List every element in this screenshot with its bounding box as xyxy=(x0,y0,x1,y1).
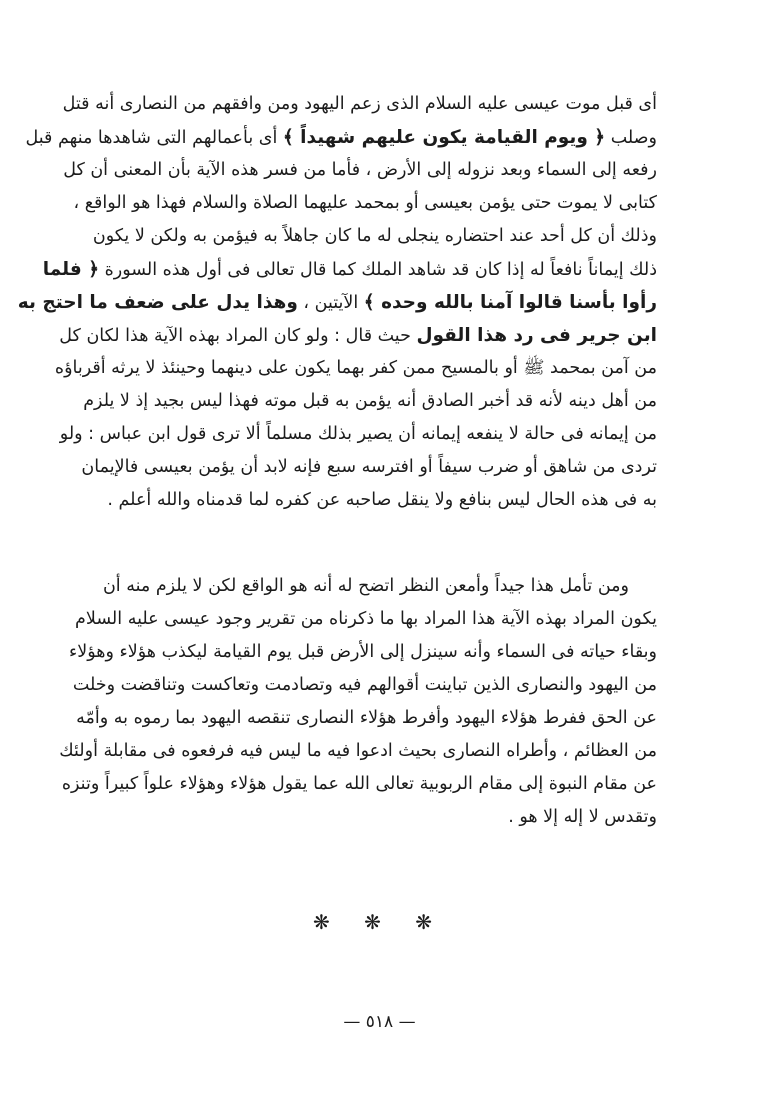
section-divider-ornament: ❋ ❋ ❋ xyxy=(313,910,446,934)
text-line: عن الحق ففرط هؤلاء اليهود وأفرط هؤلاء النصارى تنقصه اليهود بما رموه به وأمّه xyxy=(76,708,657,728)
text-line: ابن جرير فى رد هذا القول حيث قال : ولو كان المراد بهذه الآية هذا لكان كل xyxy=(59,325,657,346)
text-line: من إيمانه فى حالة لا ينفعه إيمانه أن يصير بذلك مسلماً ألا ترى قول ابن عباس : ولو xyxy=(59,424,657,444)
text-line: من آمن بمحمد ﷺ أو بالمسيح ممن كفر بهما يكون على دينهما وحينئذ لا يرثه أقرباؤه xyxy=(54,358,657,378)
text-line: وذلك أن كل أحد عند احتضاره ينجلى له ما كان جاهلاً به فيؤمن به ولكن لا يكون xyxy=(92,226,657,246)
quran-verse: رأوا بأسنا قالوا آمنا بالله وحده ﴾ xyxy=(363,292,657,313)
text-line: تردى من شاهق أو ضرب سيفاً أو افترسه سبع فإنه لابد أن يؤمن بعيسى فالإيمان xyxy=(81,457,657,477)
emphasis-text: وهذا يدل على ضعف ما احتج به xyxy=(17,292,298,313)
text-line: أى قبل موت عيسى عليه السلام الذى زعم اليهود ومن وافقهم من النصارى أنه قتل xyxy=(62,94,657,114)
text-line: عن مقام النبوة إلى مقام الربوبية تعالى الله عما يقول هؤلاء وهؤلاء علواً كبيراً وتنزه xyxy=(61,774,657,794)
page-number: — ٥١٨ — xyxy=(343,1012,416,1032)
text-line: وبقاء حياته فى السماء وأنه سينزل إلى الأرض قبل يوم القيامة ليكذب هؤلاء وهؤلاء xyxy=(69,642,657,662)
quran-verse: ﴿ ويوم القيامة يكون عليهم شهيداً ﴾ xyxy=(282,127,606,148)
text-line: وصلب ﴿ ويوم القيامة يكون عليهم شهيداً ﴾ أى بأعمالهم التى شاهدها منهم قبل xyxy=(25,127,657,148)
text-line: رفعه إلى السماء وبعد نزوله إلى الأرض ، فأما من فسر هذه الآية بأن المعنى أن كل xyxy=(63,160,657,180)
text-line: به فى هذه الحال ليس بنافع ولا ينقل صاحبه عن كفره لما قدمناه والله أعلم . xyxy=(107,490,657,510)
text-line: من اليهود والنصارى الذين تباينت أقوالهم فيه وتصادمت وتعاكست وتناقضت وخلت xyxy=(72,675,657,695)
text-line: وتقدس لا إله إلا هو . xyxy=(508,807,657,827)
paragraph-2 xyxy=(59,570,657,834)
text-line: ومن تأمل هذا جيداً وأمعن النظر اتضح له أنه هو الواقع لكن لا يلزم منه أن xyxy=(102,576,629,596)
emphasis-text: ابن جرير فى رد هذا القول xyxy=(416,325,657,346)
text-line: كتابى لا يموت حتى يؤمن بعيسى أو بمحمد عليهما الصلاة والسلام فهذا هو الواقع ، xyxy=(73,193,657,213)
paragraph-1 xyxy=(17,88,657,517)
text-line: رأوا بأسنا قالوا آمنا بالله وحده ﴾ الآيتين ، وهذا يدل على ضعف ما احتج به xyxy=(17,292,657,313)
text-line: ذلك إيماناً نافعاً له إذا كان قد شاهد الملك كما قال تعالى فى أول هذه السورة ﴿ فلما xyxy=(42,259,657,280)
quran-verse: ﴿ فلما xyxy=(42,259,100,280)
text-line: من العظائم ، وأطراه النصارى بحيث ادعوا فيه ما ليس فيه فرفعوه فى مقابلة أولئك xyxy=(59,741,657,761)
text-line: يكون المراد بهذه الآية هذا المراد بها ما ذكرناه من تقرير وجود عيسى عليه السلام xyxy=(75,609,657,629)
text-line: من أهل دينه لأنه قد أخبر الصادق أنه يؤمن به قبل موته فهذا ليس بجيد إذ لا يلزم xyxy=(83,391,657,411)
